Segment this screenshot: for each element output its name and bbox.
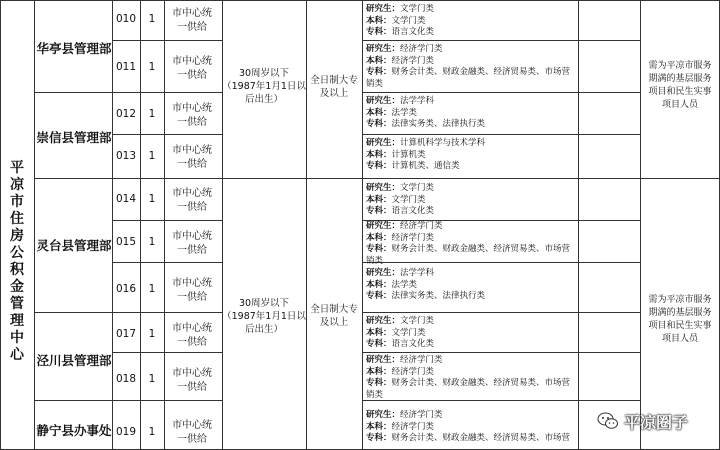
remarks-line: 期满的基层服务 [648,308,712,318]
req-line: 本科：计算机类 [366,149,426,160]
headcount: 1 [148,150,156,162]
req-line: 专科：财务会计类、财政金融类、经济贸易类、市场营 [366,244,571,254]
funding-source-line: 市中心统 [172,420,212,431]
watermark [596,408,720,434]
office-name: 华亭县管理部 [36,41,112,56]
office-name: 泾川县管理部 [36,353,112,368]
org-char: 住 [10,211,24,227]
org-char: 中 [10,330,24,346]
remarks-line: 项目人员 [661,100,698,110]
grid-line [112,400,222,401]
education-requirement [306,74,362,100]
grid-line [640,178,720,179]
edu-line: 及以上 [319,317,349,328]
age-line: （1987年1月1日以 [222,81,306,92]
position-code: 010 [115,13,137,25]
grid-line [306,0,307,450]
funding-source-line: 市中心统 [172,56,212,67]
funding-source [164,102,220,130]
remarks-line: 项目人员 [661,334,698,344]
req-line: 专科：财务会计类、财政金融类、经济贸易类、市场营 [366,67,571,77]
org-char: 公 [10,245,24,261]
education-requirement [306,303,362,329]
grid-line [362,0,363,450]
headcount: 1 [148,328,156,340]
grid-line [112,262,222,263]
req-line: 研究生：法学学科 [366,96,435,106]
funding-source-line: 市中心统 [172,8,212,19]
req-line: 本科：法学类 [366,107,418,118]
age-line: 30周岁以下 [238,298,290,309]
funding-source [164,7,220,35]
req-line: 专科：财务会计类、财政金融类、经济贸易类、市场营 [366,378,571,388]
grid-line [362,40,640,41]
grid-line [112,40,222,41]
edu-line: 及以上 [319,88,349,99]
req-line: 本科：经济学门类 [366,421,435,432]
remarks-line: 需为平凉市服务 [648,295,712,305]
grid-line [112,312,222,313]
grid-line [222,0,362,1]
req-line: 研究生：经济学门类 [366,44,443,54]
headcount: 1 [148,236,156,248]
headcount: 1 [148,108,156,120]
headcount: 1 [148,426,156,438]
org-char: 凉 [10,177,24,193]
major-requirements [366,4,578,39]
req-line: 销类 [366,389,384,400]
wechat-icon [596,409,620,433]
funding-source [164,230,220,258]
grid-line [362,312,640,313]
req-line: 销类 [366,255,384,266]
major-requirements [366,410,578,445]
funding-source-line: 市中心统 [172,368,212,379]
funding-source-line: 市中心统 [172,145,212,156]
req-line: 本科：经济学门类 [366,366,435,377]
funding-source-line: 一供给 [177,382,207,393]
funding-source-line: 市中心统 [172,231,212,242]
req-line: 专科：计算机类、通信类 [366,161,460,171]
req-line: 本科：经济学门类 [366,232,435,243]
org-char: 市 [10,194,24,210]
grid-line [34,0,35,450]
edu-line: 全日制大专 [310,304,358,315]
funding-source-line: 市中心统 [172,323,212,334]
position-code: 013 [115,150,137,162]
grid-line [112,134,222,135]
headcount: 1 [148,283,156,295]
office-name: 崇信县管理部 [36,130,112,145]
grid-line [0,0,34,1]
funding-source-line: 一供给 [177,202,207,213]
req-line: 研究生：计算机科学与技术学科 [366,138,486,148]
funding-source-line: 市中心统 [172,278,212,289]
funding-source-line: 一供给 [177,434,207,445]
remarks-line: 项目和民生实事 [648,321,712,331]
grid-line [34,312,112,313]
major-requirements [366,96,578,131]
funding-source [164,187,220,215]
age-line: 后出生） [244,94,283,105]
org-char: 管 [10,296,24,312]
age-requirement [222,67,306,106]
grid-line [362,134,640,135]
major-requirements [366,221,578,267]
office-name: 静宁县办事处 [36,423,112,438]
watermark-text: 平凉圈子 [624,412,689,432]
req-line: 专科：语言文化类 [366,27,435,37]
req-line: 本科：经济学门类 [366,55,435,66]
funding-source [164,55,220,83]
org-char: 房 [10,228,24,244]
headcount: 1 [148,13,156,25]
remarks-line: 期满的基层服务 [648,74,712,84]
grid-line [34,178,112,179]
position-code: 018 [115,373,137,385]
position-code: 012 [115,108,137,120]
req-line: 专科：语言文化类 [366,206,435,216]
req-line: 本科：文学门类 [366,327,426,338]
remarks [640,60,720,112]
grid-line [34,400,112,401]
position-code: 019 [115,426,137,438]
remarks [640,294,720,346]
edu-line: 全日制大专 [310,75,358,86]
req-line: 销类 [366,78,384,89]
grid-line [112,220,222,221]
grid-line [640,0,720,1]
organization-name [2,160,32,364]
req-line: 研究生：文学门类 [366,4,435,14]
req-line: 本科：文学门类 [366,15,426,26]
funding-source-line: 一供给 [177,292,207,303]
grid-line [362,0,640,1]
age-line: （1987年1月1日以 [222,311,306,322]
position-code: 016 [115,283,137,295]
remarks-line: 需为平凉市服务 [648,61,712,71]
grid-line [362,92,640,93]
position-code: 015 [115,236,137,248]
req-line: 专科：语言文化类 [366,339,435,349]
org-char: 积 [10,262,24,278]
position-code: 014 [115,193,137,205]
age-requirement [222,297,306,336]
req-line: 研究生：文学门类 [366,316,435,326]
headcount: 1 [148,61,156,73]
major-requirements [366,316,578,351]
major-requirements [366,268,578,303]
office-name: 灵台县管理部 [36,238,112,253]
major-requirements [366,355,578,401]
grid-line [112,352,222,353]
grid-line [34,92,112,93]
funding-source-line: 一供给 [177,337,207,348]
funding-source [164,322,220,350]
major-requirements [366,44,578,90]
req-line: 本科：法学类 [366,279,418,290]
grid-line [112,92,222,93]
grid-line [0,0,1,450]
req-line: 专科：法律实务类、法律执行类 [366,291,486,301]
org-char: 心 [10,347,24,363]
funding-source-line: 市中心统 [172,188,212,199]
age-line: 30周岁以下 [238,68,290,79]
grid-line [222,178,362,179]
req-line: 研究生：文学门类 [366,183,435,193]
req-line: 专科：法律实务类、法律执行类 [366,119,486,129]
funding-source-line: 一供给 [177,245,207,256]
org-char: 平 [10,160,24,176]
headcount: 1 [148,193,156,205]
req-line: 本科：文学门类 [366,194,426,205]
remarks-line: 项目和民生实事 [648,87,712,97]
funding-source [164,277,220,305]
funding-source-line: 一供给 [177,70,207,81]
funding-source-line: 市中心统 [172,103,212,114]
req-line: 专科：财务会计类、财政金融类、经济贸易类、市场营 [366,433,571,443]
req-line: 研究生：经济学门类 [366,355,443,365]
funding-source-line: 一供给 [177,159,207,170]
major-requirements [366,183,578,218]
funding-source [164,367,220,395]
position-code: 011 [115,61,137,73]
grid-line [578,0,579,450]
grid-line [362,178,640,179]
org-char: 理 [10,313,24,329]
funding-source-line: 一供给 [177,117,207,128]
grid-line [34,0,112,1]
req-line: 研究生：经济学门类 [366,221,443,231]
headcount: 1 [148,373,156,385]
age-line: 后出生） [244,324,283,335]
org-char: 金 [10,279,24,295]
position-code: 017 [115,328,137,340]
grid-line [112,178,222,179]
major-requirements [366,138,578,173]
grid-line [362,352,640,353]
funding-source [164,419,220,447]
funding-source-line: 一供给 [177,22,207,33]
req-line: 研究生：经济学门类 [366,410,443,420]
funding-source [164,144,220,172]
req-line: 研究生：法学学科 [366,268,435,278]
grid-line [112,0,222,1]
